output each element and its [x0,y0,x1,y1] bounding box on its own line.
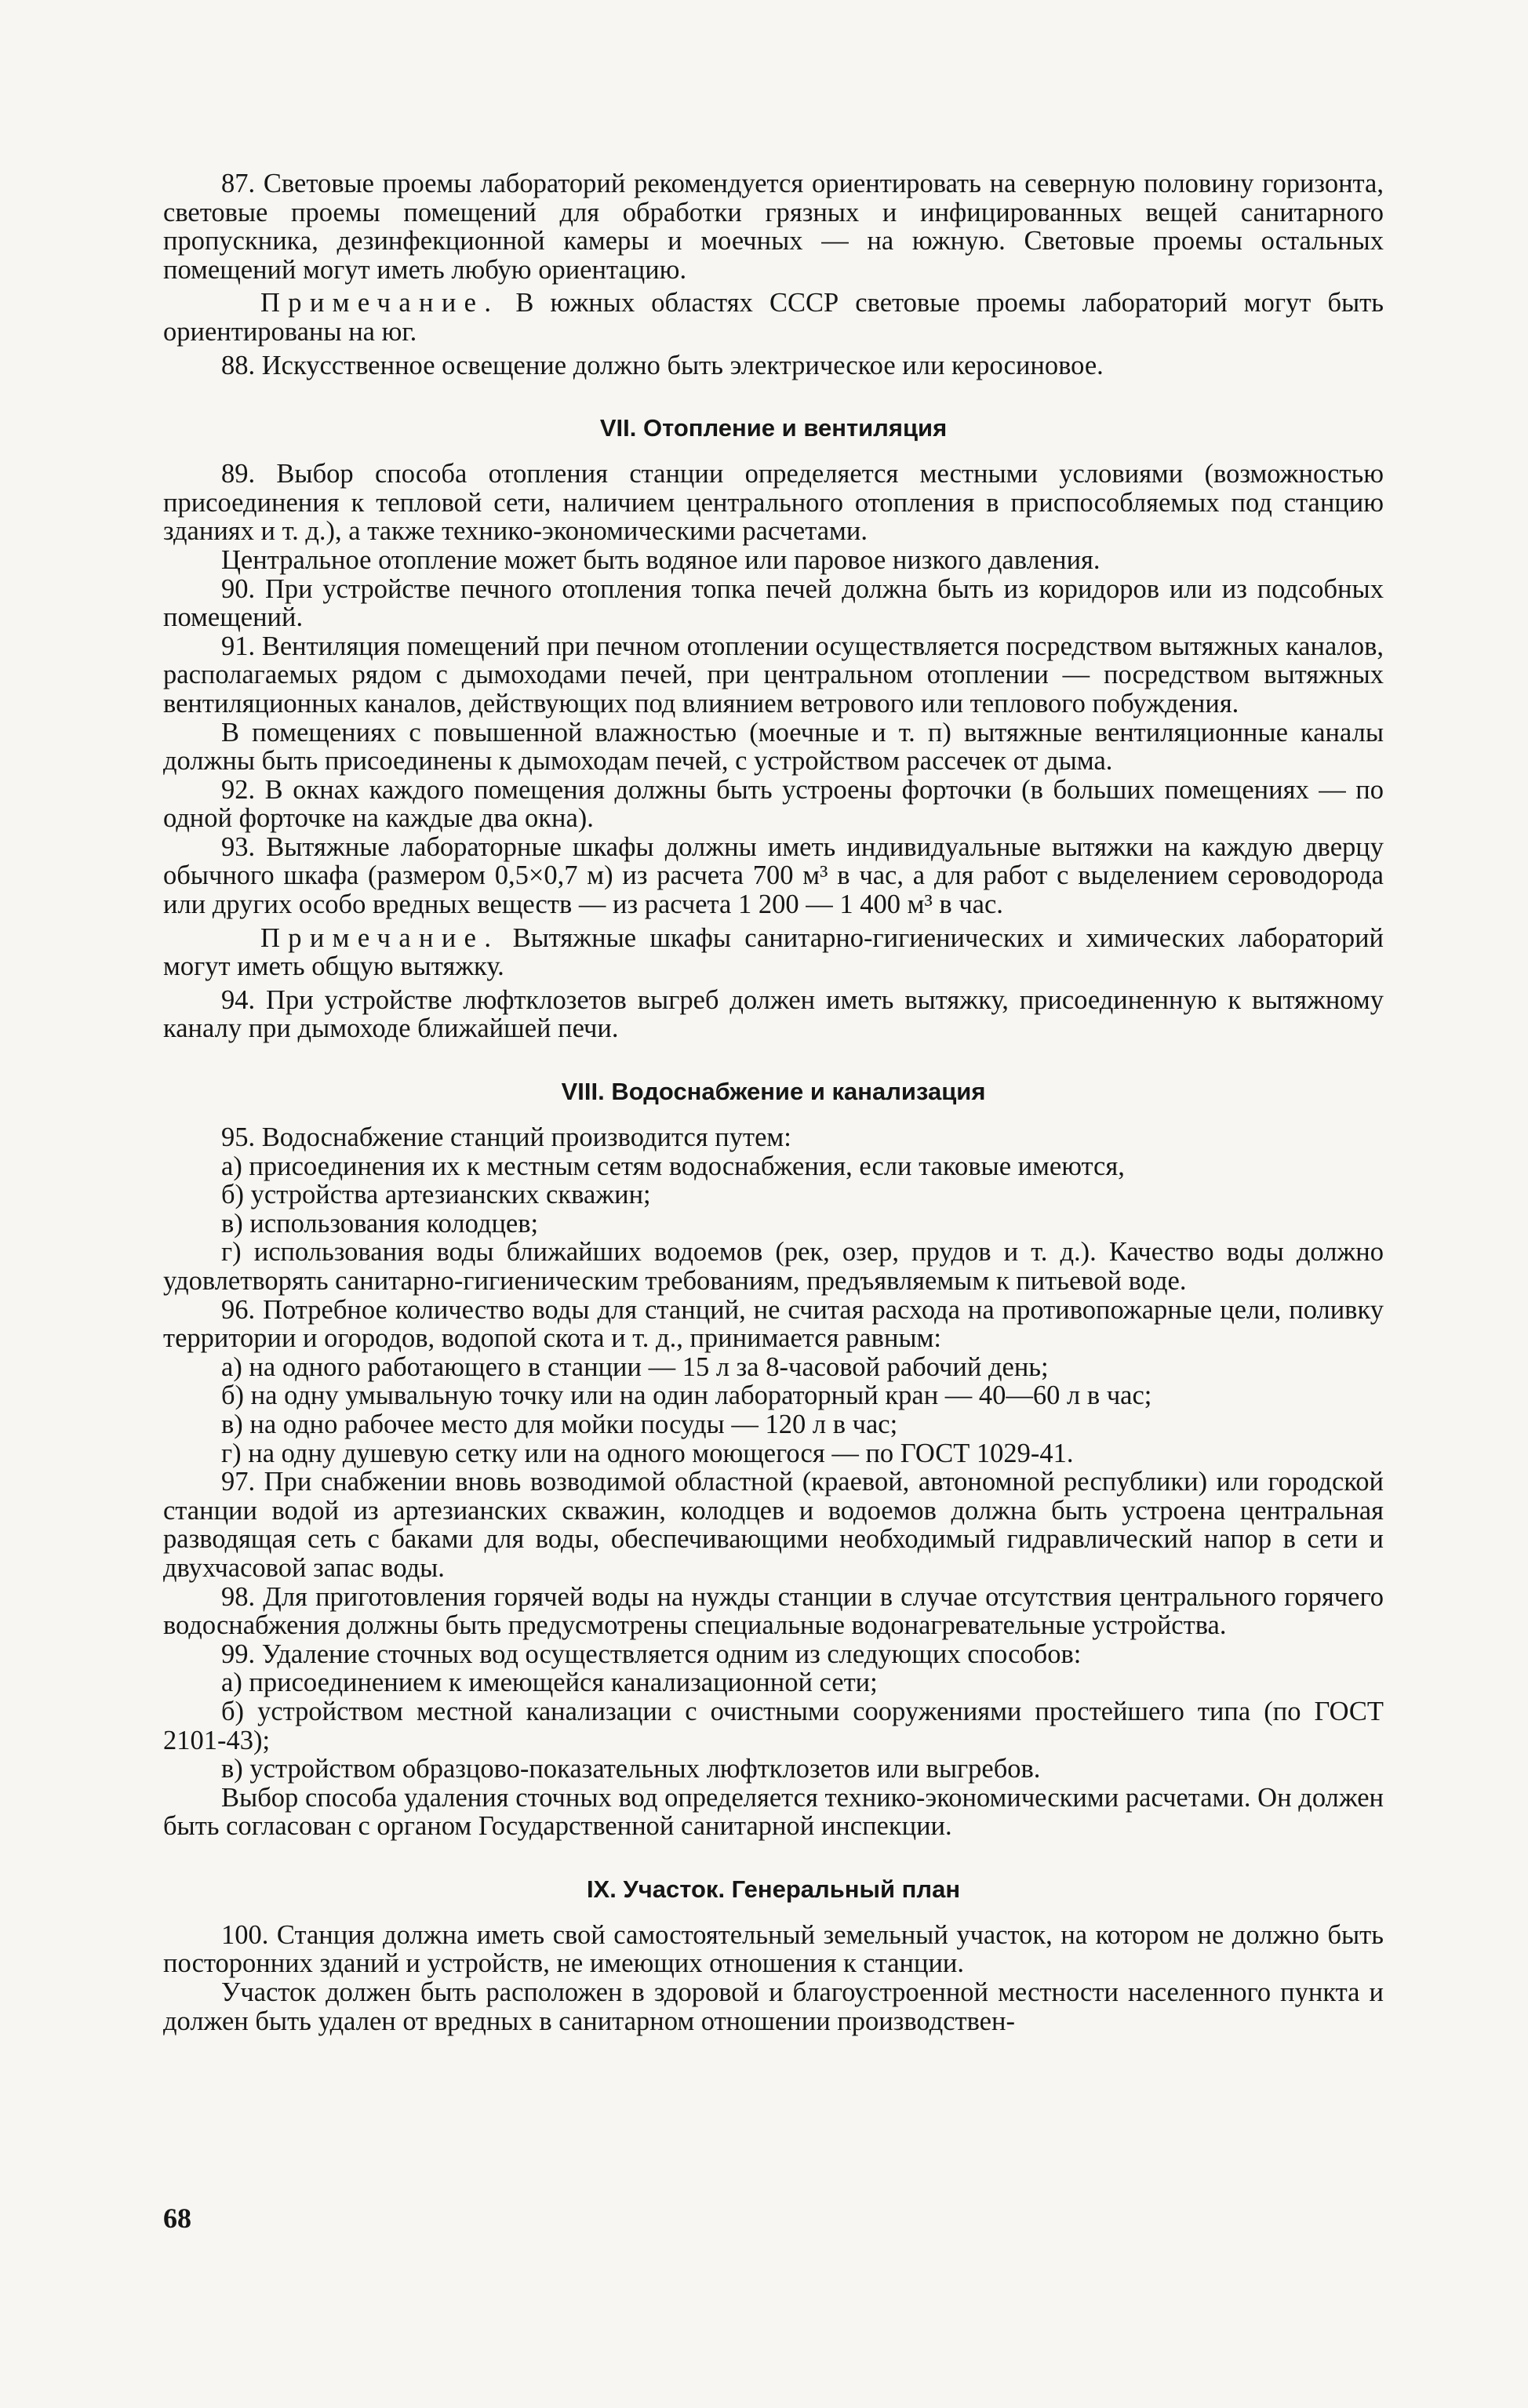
paragraph-98: 98. Для приготовления горячей воды на нужды станции в случае отсутствия центрального горячего водоснабжения должны быть предусмотрены специальные водонагревательные устройства. [163,1581,1384,1641]
page-number: 68 [163,2202,191,2234]
list-item-95a: а) присоединения их к местным сетям водоснабжения, если таковые имеются, [221,1151,1125,1181]
note-paragraph-2 [163,924,1384,981]
paragraph-89: 89. Выбор способа отопления станции определяется местными условиями (возможностью присоединения к тепловой сети, наличием центрального отопления в приспособляемых под станцию зданиях и т. д.), а также технико-экономическими расчетами. [163,459,1384,547]
list-item-95b: б) устройства артезианских скважин; [221,1180,651,1210]
section-heading-ix: IX. Участок. Генеральный план [586,1875,961,1903]
section-heading-viii: VIII. Водоснабжение и канализация [561,1078,986,1106]
paragraph-91: 91. Вентиляция помещений при печном отоплении осуществляется посредством вытяжных каналов, располагаемых рядом с дымоходами печей, при центральном отоплении — посредством вытяжных вентиляционных каналов, действующих под влиянием ветрового или теплового побуждения. [163,631,1384,718]
paragraph-99: 99. Удаление сточных вод осуществляется одним из следующих способов: [221,1639,1082,1669]
paragraph-94: 94. При устройстве люфтклозетов выгреб должен иметь вытяжку, присоединенную к вытяжному каналу при дымоходе ближайшей печи. [163,984,1384,1044]
note-label: Примечание. [260,288,500,318]
paragraph-96: 96. Потребное количество воды для станций, не считая расхода на противопожарные цели, поливку территории и огородов, водопой скота и т. д., принимается равным: [163,1294,1384,1354]
paragraph-95: 95. Водоснабжение станций производится путем: [221,1122,791,1153]
paragraph-87: 87. Световые проемы лабораторий рекомендуется ориентировать на северную половину горизонта, световые проемы помещений для обработки грязных и инфицированных вещей санитарного пропускника, дезинфекционной камеры и моечных — на южную. Световые проемы остальных помещений могут иметь любую ориентацию. [163,169,1384,285]
section-heading-vii: VII. Отопление и вентиляция [599,414,948,442]
paragraph-100-continued: Участок должен быть расположен в здоровой и благоустроенной местности населенного пункта и должен быть удален от вредных в санитарном отношении производствен- [163,1977,1384,2036]
list-item-99a: а) присоединением к имеющейся канализационной сети; [221,1668,878,1698]
list-item-96b: б) на одну умывальную точку или на один лабораторный кран — 40—60 л в час; [221,1380,1152,1411]
list-item-96a: а) на одного работающего в станции — 15 л за 8-часовой рабочий день; [221,1351,1049,1382]
paragraph-89-continued: Центральное отопление может быть водяное или паровое низкого давления. [221,544,1101,575]
list-item-95c: в) использования колодцев; [221,1208,539,1239]
paragraph-97: 97. При снабжении вновь возводимой областной (краевой, автономной республики) или городской станции водой из артезианских скважин, колодцев и водоемов должна быть устроена центральная разводящая сеть с баками для воды, обеспечивающими необходимый гидравлический напор в сети и двухчасовой запас воды. [163,1467,1384,1583]
note-label: Примечание. [260,922,500,953]
note-text: Вытяжные шкафы санитарно-гигиенических и химических лабораторий могут иметь общую вытяжку. [163,922,1384,982]
list-item-95d: г) использования воды ближайших водоемов (рек, озер, прудов и т. д.). Качество воды должно удовлетворять санитарно-гигиеническим требованиям, предъявляемым к питьевой воде. [163,1237,1384,1296]
list-item-99b: б) устройством местной канализации с очистными сооружениями простейшего типа (по ГОСТ 2101-43); [163,1696,1384,1755]
paragraph-90: 90. При устройстве печного отопления топка печей должна быть из коридоров или из подсобных помещений. [163,573,1384,633]
paragraph-99-continued: Выбор способа удаления сточных вод определяется технико-экономическими расчетами. Он должен быть согласован с органом Государственной санитарной инспекции. [163,1782,1384,1842]
list-item-96c: в) на одно рабочее место для мойки посуды — 120 л в час; [221,1409,898,1439]
paragraph-100: 100. Станция должна иметь свой самостоятельный земельный участок, на котором не должно быть посторонних зданий и устройств, не имеющих отношения к станции. [163,1919,1384,1979]
paragraph-92: 92. В окнах каждого помещения должны быть устроены форточки (в больших помещениях — по одной форточке на каждые два окна). [163,774,1384,834]
note-text: В южных областях СССР световые проемы лабораторий могут быть ориентированы на юг. [163,288,1384,347]
list-item-99c: в) устройством образцово-показательных люфтклозетов или выгребов. [221,1754,1041,1784]
list-item-96d: г) на одну душевую сетку или на одного моющегося — по ГОСТ 1029-41. [221,1438,1074,1468]
paragraph-93: 93. Вытяжные лабораторные шкафы должны иметь индивидуальные вытяжки на каждую дверцу обычного шкафа (размером 0,5×0,7 м) из расчета 700 м³ в час, а для работ с выделением сероводорода или других особо вредных веществ — из расчета 1 200 — 1 400 м³ в час. [163,831,1384,920]
paragraph-88: 88. Искусственное освещение должно быть электрическое или керосиновое. [221,350,1104,380]
paragraph-91-continued: В помещениях с повышенной влажностью (моечные и т. п) вытяжные вентиляционные каналы должны быть присоединены к дымоходам печей, с устройством рассечек от дыма. [163,717,1384,777]
note-paragraph-1 [163,289,1384,346]
